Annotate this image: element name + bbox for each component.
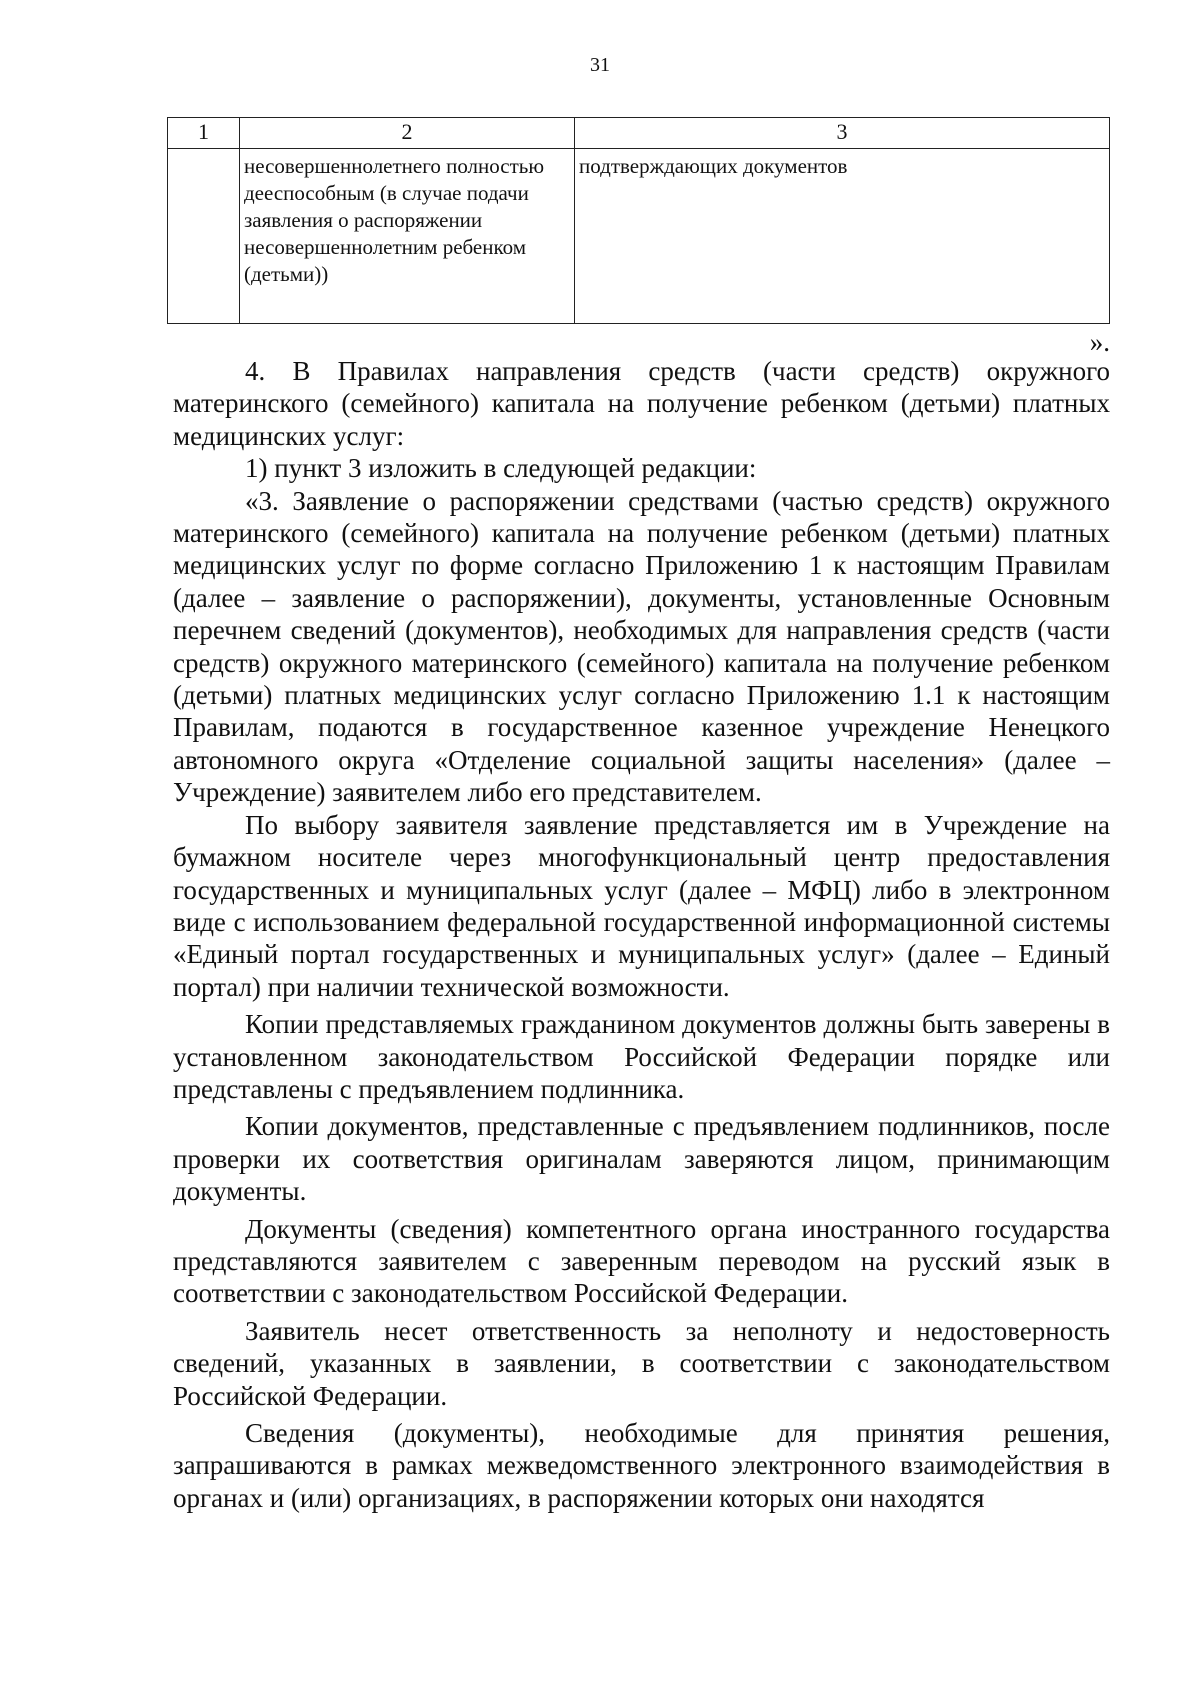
document-body [173, 355, 1110, 1514]
table-header-cell: 2 [240, 118, 575, 149]
paragraph: 1) пункт 3 изложить в следующей редакции: [245, 453, 757, 484]
paragraph: По выбору заявителя заявление представляется им в Учреждение на бумажном носителе через многофункциональный центр предоставления государственных и муниципальных услуг (далее – МФЦ) либо в электронном виде с использованием федеральной государственной информационной системы «Единый портал государственных и муниципальных услуг» (далее – Единый портал) при наличии технической возможности. [173, 809, 1110, 1002]
table-header-cell: 3 [575, 118, 1110, 149]
paragraph: Копии представляемых гражданином документов должны быть заверены в установленном законодательством Российской Федерации порядке или представлены с предъявлением подлинника. [173, 1009, 1110, 1104]
paragraph: «3. Заявление о распоряжении средствами (частью средств) окружного материнского (семейного) капитала на получение ребенком (детьми) платных медицинских услуг по форме согласно Приложению 1 к настоящим Правилам (далее – заявление о распоряжении), документы, установленные Основным перечнем сведений (документов), необходимых для направления средств (части средств) окружного материнского (семейного) капитала на получение ребенком (детьми) платных медицинских услуг согласно Приложению 1.1 к настоящим Правилам, подаются в государственное казенное учреждение Ненецкого автономного округа «Отделение социальной защиты населения» (далее – Учреждение) заявителем либо его представителем. [173, 485, 1110, 808]
table-header-cell: 1 [168, 118, 240, 149]
paragraph: Сведения (документы), необходимые для принятия решения, запрашиваются в рамках межведомственного электронного взаимодействия в органах и (или) организациях, в распоряжении которых они находятся [173, 1418, 1110, 1513]
table-cell: несовершеннолетнего полностью дееспособным (в случае подачи заявления о распоряжении несовершеннолетним ребенком (детьми)) [240, 149, 575, 324]
paragraph: Документы (сведения) компетентного органа иностранного государства представляются заявителем с заверенным переводом на русский язык в соответствии с законодательством Российской Федерации. [173, 1213, 1110, 1309]
paragraph: Копии документов, представленные с предъявлением подлинников, после проверки их соответствия оригиналам заверяются лицом, принимающим документы. [173, 1111, 1110, 1207]
table-header-row [168, 118, 1110, 149]
table-row [168, 149, 1110, 324]
table-cell: подтверждающих документов [575, 149, 1110, 324]
paragraph: Заявитель несет ответственность за неполноту и недостоверность сведений, указанных в заявлении, в соответствии с законодательством Российской Федерации. [173, 1315, 1110, 1411]
closing-quote: ». [1089, 327, 1110, 357]
page-number: 31 [590, 54, 610, 76]
continuation-table [167, 117, 1110, 324]
table-cell [168, 149, 240, 324]
paragraph: 4. В Правилах направления средств (части средств) окружного материнского (семейного) капитала на получение ребенком (детьми) платных медицинских услуг: [173, 356, 1110, 451]
